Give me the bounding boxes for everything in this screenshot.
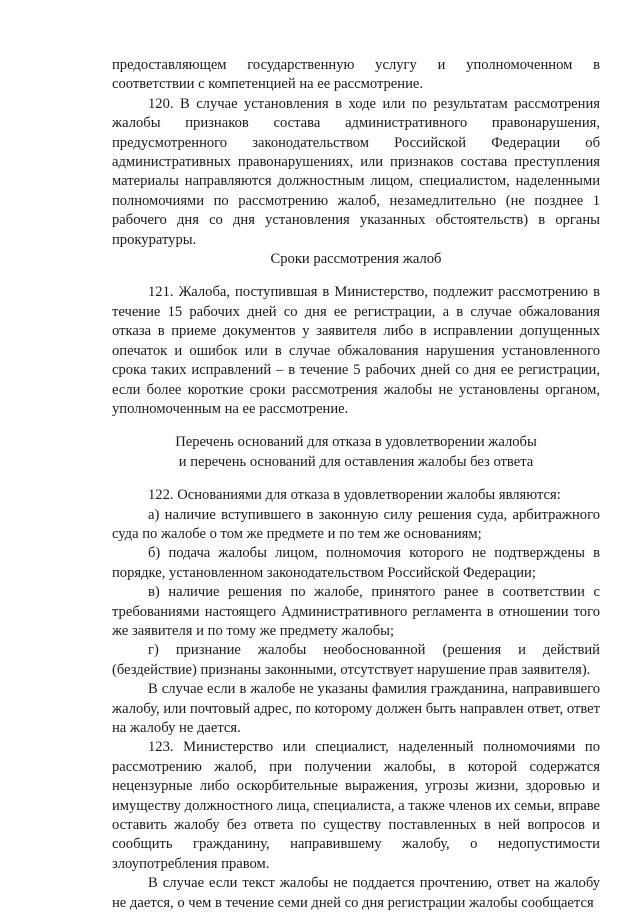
section-heading-grounds-line-2: и перечень оснований для оставления жалобы без ответа: [178, 453, 534, 470]
paragraph-122-b: б) подача жалобы лицом, полномочия которого не подтверждены в порядке, установленном законодательством Российской Федерации;: [112, 545, 600, 581]
section-heading-grounds-line-1: Перечень оснований для отказа в удовлетворении жалобы: [175, 434, 537, 451]
spacer: [112, 472, 600, 486]
paragraph-122: 122. Основаниями для отказа в удовлетворении жалобы являются:: [148, 487, 561, 504]
paragraph-122-d: г) признание жалобы необоснованной (решения и действий (бездействие) признаны законными, отсутствует нарушение прав заявителя).: [112, 642, 600, 678]
spacer: [112, 269, 600, 283]
paragraph-123-b: В случае если текст жалобы не поддается прочтению, ответ на жалобу не дается, о чем в течение семи дней со дня регистрации жалобы сообщается: [112, 875, 600, 911]
paragraph-continuation: предоставляющем государственную услугу и уполномоченном в соответствии с компетенцией на ее рассмотрение.: [112, 57, 600, 93]
document-body: [112, 56, 600, 913]
paragraph-120: 120. В случае установления в ходе или по результатам рассмотрения жалобы признаков состава административного правонарушения, предусмотренного законодательством Российской Федерации об административных правонарушениях, или признаков состава преступления материалы направляются должностным лицом, специалистом, наделенными полномочиями по рассмотрению жалоб, незамедлительно (не позднее 1 рабочего дня со дня установления указанных обстоятельств) в органы прокуратуры.: [112, 95, 600, 248]
paragraph-122-e: В случае если в жалобе не указаны фамилия гражданина, направившего жалобу, или почтовый адрес, по которому должен быть направлен ответ, ответ на жалобу не дается.: [112, 681, 600, 736]
paragraph-122-a: а) наличие вступившего в законную силу решения суда, арбитражного суда по жалобе о том же предмете и по тем же основаниям;: [112, 506, 600, 542]
section-heading-terms: Сроки рассмотрения жалоб: [270, 251, 442, 268]
paragraph-123: 123. Министерство или специалист, наделенный полномочиями по рассмотрению жалоб, при получении жалобы, в которой содержатся нецензурные либо оскорбительные выражения, угрозы жизни, здоровью и имуществу должностного лица, специалиста, а также членов их семьи, вправе оставить жалобу без ответа по существу поставленных в ней вопросов и сообщить гражданину, направившему жалобу, о недопустимости злоупотребления правом.: [112, 739, 600, 872]
spacer: [112, 419, 600, 433]
paragraph-122-c: в) наличие решения по жалобе, принятого ранее в соответствии с требованиями настоящего Административного регламента в отношении того же заявителя и по тому же предмету жалобы;: [112, 584, 600, 639]
paragraph-121: 121. Жалоба, поступившая в Министерство, подлежит рассмотрению в течение 15 рабочих дней со дня ее регистрации, а в случае обжалования отказа в приеме документов у заявителя либо в исправлении допущенных опечаток и ошибок или в случае обжалования нарушения установленного срока таких исправлений – в течение 5 рабочих дней со дня ее регистрации, если более короткие сроки рассмотрения жалобы не установлены органом, уполномоченным на ее рассмотрение.: [112, 284, 600, 417]
